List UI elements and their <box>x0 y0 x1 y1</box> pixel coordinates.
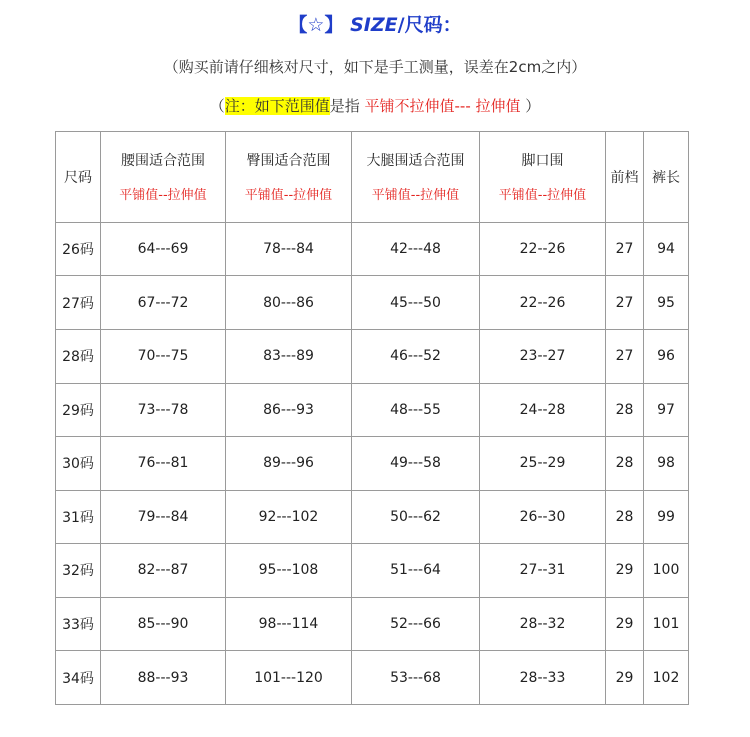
table-cell: 52---66 <box>352 597 480 651</box>
size-table-body <box>56 132 689 705</box>
range-note-close: ） <box>520 97 541 115</box>
header-sublabel: 平铺值--拉伸值 <box>371 188 460 204</box>
table-cell: 28 <box>606 383 644 437</box>
table-cell: 96 <box>644 330 689 384</box>
header-label: 前档 <box>610 169 639 186</box>
table-row <box>56 597 689 651</box>
range-note <box>0 95 750 116</box>
size-cell: 31码 <box>56 490 101 544</box>
size-cell: 30码 <box>56 437 101 491</box>
table-cell: 80---86 <box>226 276 352 330</box>
table-cell: 29 <box>606 544 644 598</box>
table-cell: 27 <box>606 222 644 276</box>
table-cell: 85---90 <box>101 597 226 651</box>
table-row <box>56 437 689 491</box>
header-label: 尺码 <box>64 169 92 186</box>
header-cell <box>352 132 480 223</box>
table-cell: 26--30 <box>480 490 606 544</box>
header-label: 臀围适合范围 <box>246 153 331 170</box>
table-cell: 97 <box>644 383 689 437</box>
range-note-highlight: 注：如下范围值 <box>224 97 330 115</box>
table-row <box>56 330 689 384</box>
table-cell: 67---72 <box>101 276 226 330</box>
table-cell: 48---55 <box>352 383 480 437</box>
table-cell: 94 <box>644 222 689 276</box>
size-cell: 29码 <box>56 383 101 437</box>
table-cell: 51---64 <box>352 544 480 598</box>
header-label: 脚口围 <box>521 153 564 170</box>
table-cell: 101 <box>644 597 689 651</box>
table-cell: 25--29 <box>480 437 606 491</box>
table-cell: 50---62 <box>352 490 480 544</box>
table-row <box>56 383 689 437</box>
table-cell: 100 <box>644 544 689 598</box>
table-cell: 86---93 <box>226 383 352 437</box>
range-note-mid: 是指 <box>329 97 360 115</box>
table-cell: 76---81 <box>101 437 226 491</box>
table-cell: 24--28 <box>480 383 606 437</box>
table-cell: 45---50 <box>352 276 480 330</box>
header-cell <box>226 132 352 223</box>
title-rest: /尺码： <box>397 14 462 36</box>
table-cell: 42---48 <box>352 222 480 276</box>
size-cell: 33码 <box>56 597 101 651</box>
table-cell: 23--27 <box>480 330 606 384</box>
table-cell: 49---58 <box>352 437 480 491</box>
table-cell: 27--31 <box>480 544 606 598</box>
size-cell: 34码 <box>56 651 101 705</box>
table-row <box>56 222 689 276</box>
star-icon: ☆ <box>307 14 325 36</box>
table-cell: 88---93 <box>101 651 226 705</box>
table-row <box>56 651 689 705</box>
size-cell: 28码 <box>56 330 101 384</box>
table-cell: 79---84 <box>101 490 226 544</box>
header-sublabel: 平铺值--拉伸值 <box>244 188 333 204</box>
table-cell: 64---69 <box>101 222 226 276</box>
table-cell: 98 <box>644 437 689 491</box>
table-cell: 89---96 <box>226 437 352 491</box>
header-cell <box>644 132 689 223</box>
header-label: 裤长 <box>652 169 680 186</box>
table-cell: 83---89 <box>226 330 352 384</box>
header-cell <box>101 132 226 223</box>
header-cell <box>56 132 101 223</box>
size-cell: 26码 <box>56 222 101 276</box>
table-cell: 28--32 <box>480 597 606 651</box>
table-row <box>56 490 689 544</box>
table-cell: 27 <box>606 276 644 330</box>
table-row <box>56 276 689 330</box>
header-sublabel: 平铺值--拉伸值 <box>119 188 207 204</box>
table-cell: 99 <box>644 490 689 544</box>
range-note-red: 平铺不拉伸值--- 拉伸值 <box>359 97 521 115</box>
table-cell: 28--33 <box>480 651 606 705</box>
table-cell: 78---84 <box>226 222 352 276</box>
range-note-open: （ <box>209 97 225 115</box>
table-cell: 27 <box>606 330 644 384</box>
table-cell: 70---75 <box>101 330 226 384</box>
header-row <box>56 132 689 223</box>
table-cell: 53---68 <box>352 651 480 705</box>
title-bracket-close: 】 <box>324 14 344 36</box>
table-cell: 95---108 <box>226 544 352 598</box>
table-cell: 29 <box>606 597 644 651</box>
table-cell: 29 <box>606 651 644 705</box>
table-cell: 46---52 <box>352 330 480 384</box>
header-cell <box>606 132 644 223</box>
table-cell: 101---120 <box>226 651 352 705</box>
table-cell: 73---78 <box>101 383 226 437</box>
size-cell: 27码 <box>56 276 101 330</box>
table-cell: 28 <box>606 437 644 491</box>
size-table <box>55 131 689 705</box>
header-label: 大腿围适合范围 <box>366 153 465 170</box>
title-bracket-open: 【 <box>288 14 308 36</box>
table-row <box>56 544 689 598</box>
table-cell: 82---87 <box>101 544 226 598</box>
measurement-note: （购买前请仔细核对尺寸，如下是手工测量，误差在2cm之内） <box>163 58 587 76</box>
table-cell: 95 <box>644 276 689 330</box>
header-sublabel: 平铺值--拉伸值 <box>498 188 587 204</box>
header-cell <box>480 132 606 223</box>
page-title <box>0 10 750 37</box>
table-cell: 22--26 <box>480 222 606 276</box>
table-cell: 102 <box>644 651 689 705</box>
table-cell: 28 <box>606 490 644 544</box>
table-cell: 92---102 <box>226 490 352 544</box>
title-size: SIZE <box>350 14 398 36</box>
header-label: 腰围适合范围 <box>121 153 205 170</box>
size-cell: 32码 <box>56 544 101 598</box>
table-cell: 98---114 <box>226 597 352 651</box>
table-cell: 22--26 <box>480 276 606 330</box>
